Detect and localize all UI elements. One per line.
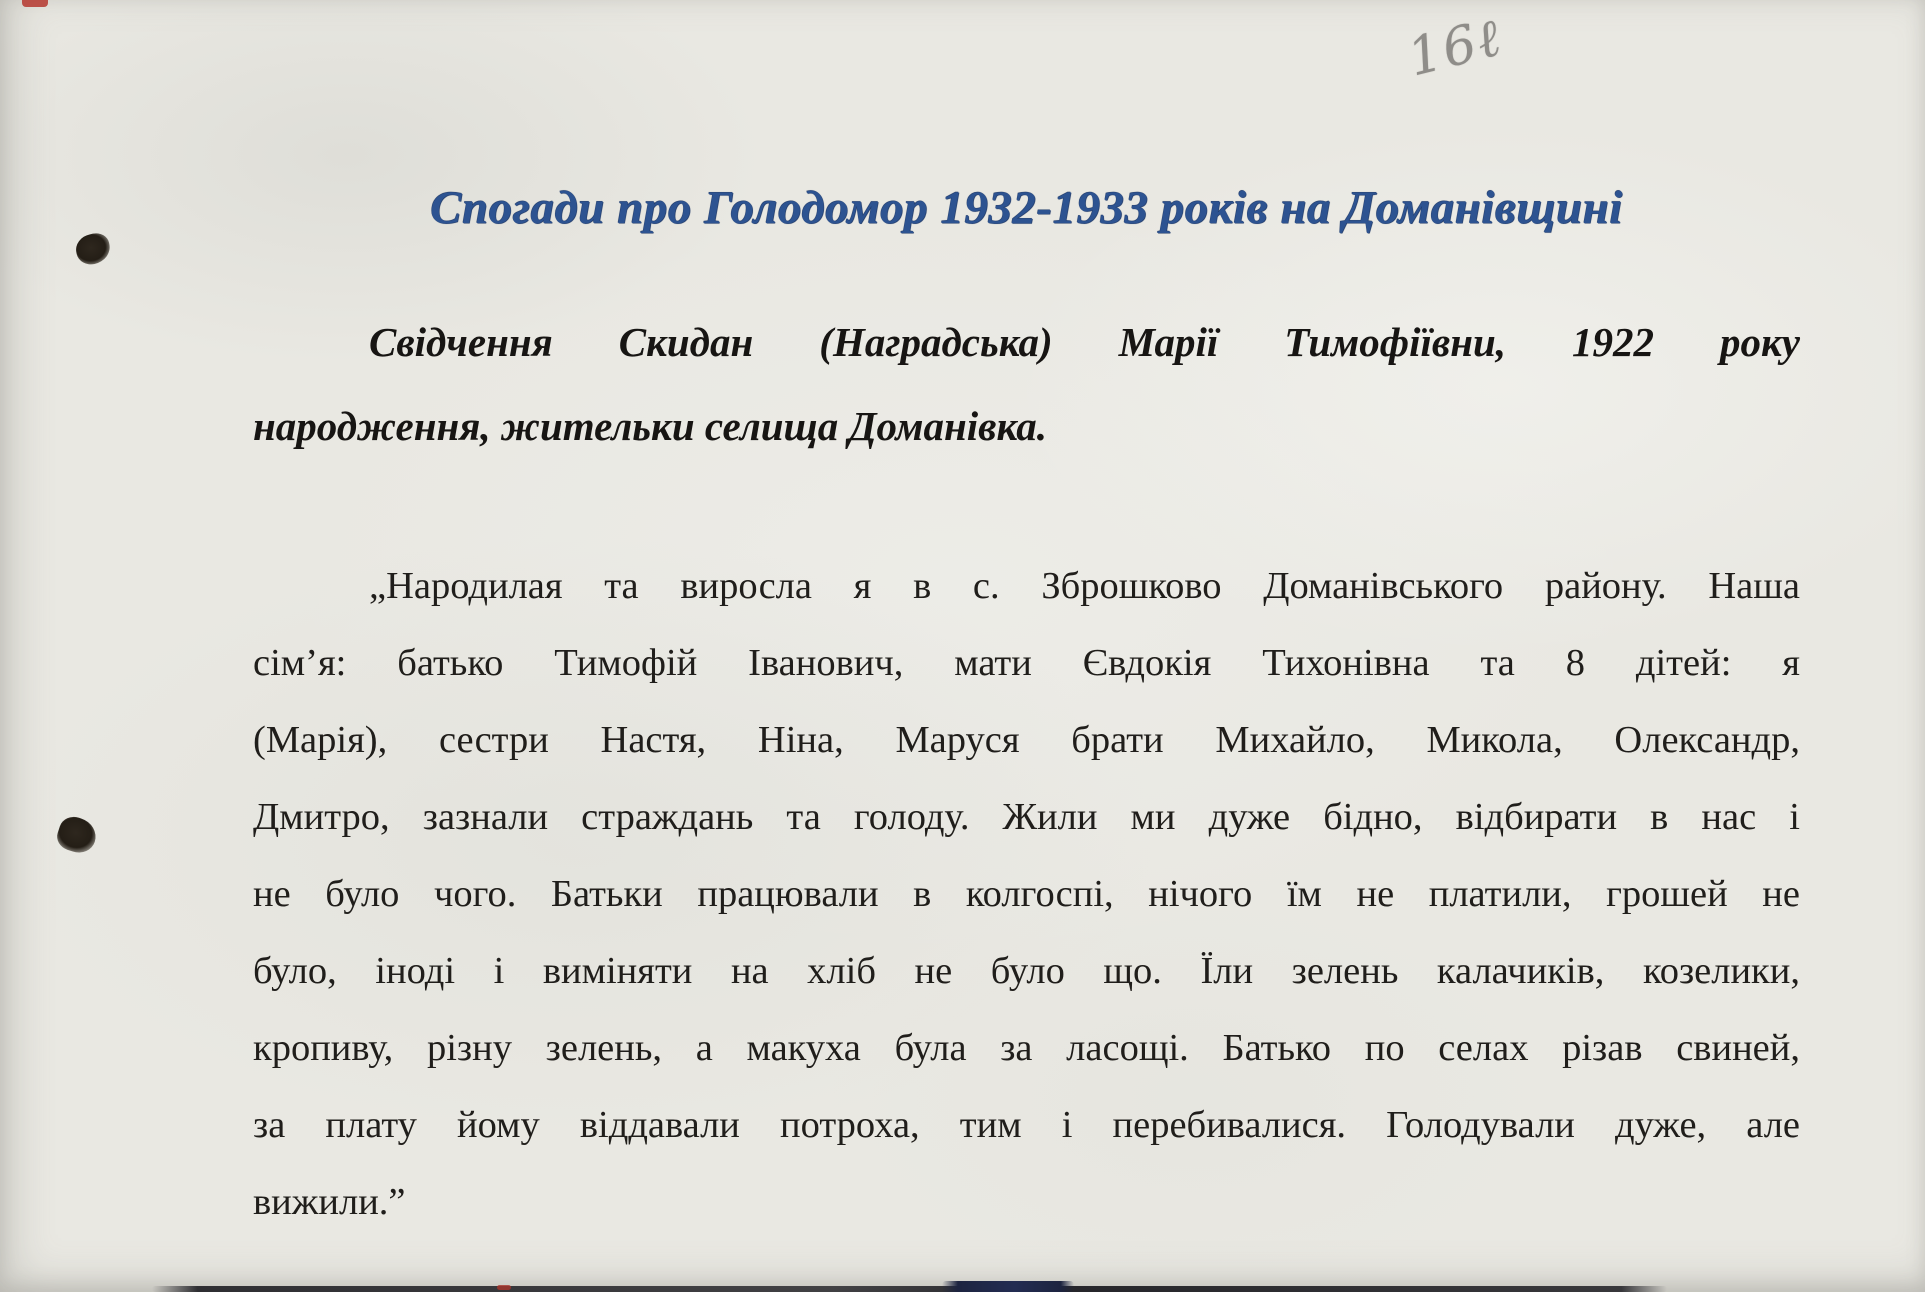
- document-title: Спогади про Голодомор 1932-1933 років на Доманівщині: [430, 182, 1623, 234]
- scan-edge-artifact: [152, 1286, 1667, 1292]
- body-line: сім’я: батько Тимофій Іванович, мати Євдокія Тихонівна та 8 дітей: я: [253, 642, 1800, 684]
- scan-edge-artifact-blue: [942, 1281, 1074, 1292]
- body-line: було, іноді і виміняти на хліб не було що. Їли зелень калачиків, козелики,: [253, 950, 1800, 992]
- body-line: кропиву, різну зелень, а макуха була за ласощі. Батько по селах різав свиней,: [253, 1027, 1800, 1069]
- hole-punch-top: [73, 231, 112, 267]
- attribution-line-2: народження, жительки селища Доманівка.: [253, 403, 1047, 449]
- scan-speck-red-bottom: [497, 1285, 511, 1290]
- attribution-line-1: Свідчення Скидан (Наградська) Марії Тимофіївни, 1922 року: [369, 319, 1800, 365]
- handwritten-page-number: 16ℓ: [1402, 7, 1508, 89]
- body-line: за плату йому віддавали потроха, тим і перебивалися. Голодували дуже, але: [253, 1104, 1800, 1146]
- testimony-attribution: [253, 300, 1800, 468]
- body-line: „Народилая та виросла я в с. Зброшково Доманівського району. Наша: [369, 565, 1800, 607]
- body-line: не було чого. Батьки працювали в колгоспі, нічого їм не платили, грошей не: [253, 873, 1800, 915]
- hole-punch-bottom: [54, 813, 101, 857]
- body-line: (Марія), сестри Настя, Ніна, Маруся брати Михайло, Микола, Олександр,: [253, 719, 1800, 761]
- scan-speck-red-top: [22, 0, 48, 7]
- testimony-body: [253, 548, 1800, 1241]
- body-line: вижили.”: [253, 1181, 406, 1223]
- body-line: Дмитро, зазнали страждань та голоду. Жили ми дуже бідно, відбирати в нас і: [253, 796, 1800, 838]
